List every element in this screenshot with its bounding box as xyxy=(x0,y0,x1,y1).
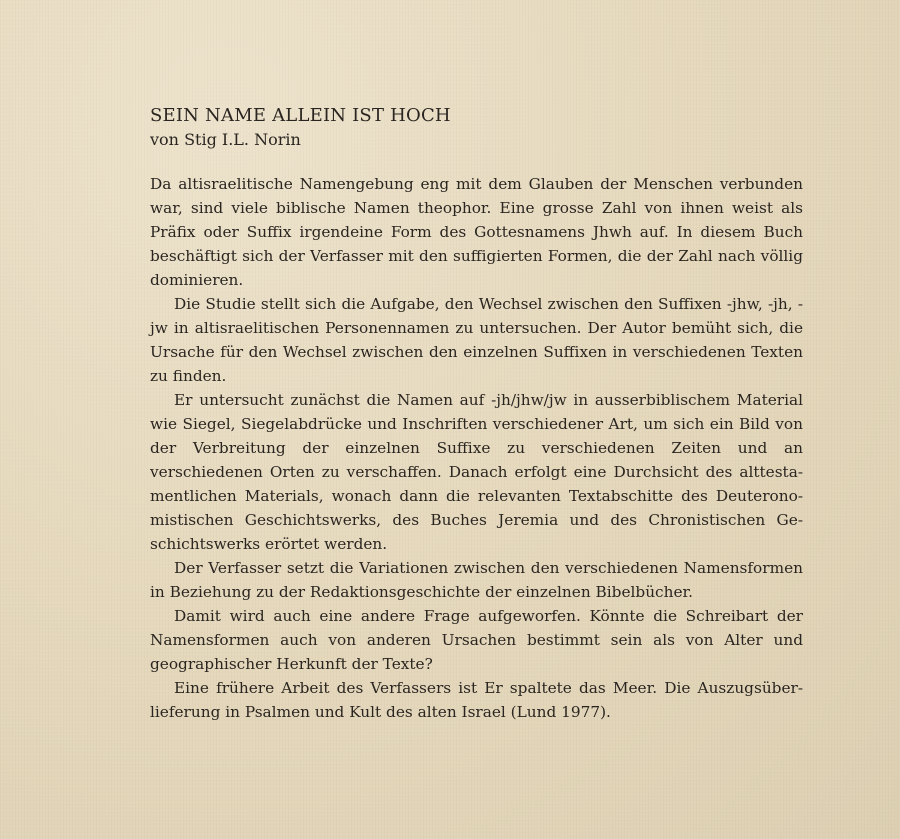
paragraph-4: Der Verfasser setzt die Variationen zwischen den verschiedenen Namensformen in Beziehung zu der Redaktionsgeschichte der einzelnen Bibelbücher. xyxy=(150,559,803,601)
paragraph-3: Er untersucht zunächst die Namen auf -jh/jhw/jw in ausserbiblischem Material wie Siegel, Siegelabdrücke und Inschriften verschiedener Art, um sich ein Bild von der Verbreitung der einzelnen Suffixe zu verschiedenen Zeiten und an verschiedenen Orten zu verschaffen. Danach erfolgt eine Durchsicht des alttestamentlichen Materials, wonach dann die relevanten Textabschitte des Deuteronomistischen Geschichtswerks, des Buches Jeremia und des Chronistischen Geschichtswerks erörtet werden. xyxy=(150,391,803,553)
paragraph-2: Die Studie stellt sich die Aufgabe, den Wechsel zwischen den Suffixen -jhw, -jh, -jw in altisraelitischen Personennamen zu untersuchen. Der Autor bemüht sich, die Ursache für den Wechsel zwischen den einzelnen Suffixen in verschiedenen Texten zu finden. xyxy=(150,295,803,385)
paragraph-1: Da altisraelitische Namengebung eng mit dem Glauben der Menschen verbunden war, sind viele biblische Namen theophor. Eine grosse Zahl von ihnen weist als Präfix oder Suffix irgendeine Form des Gottesnamens Jhwh auf. In diesem Buch beschäftigt sich der Verfasser mit den suffigierten Formen, die der Zahl nach völlig dominieren. xyxy=(150,175,803,289)
author-line: von Stig I.L. Norin xyxy=(150,130,301,149)
blurb-text-block xyxy=(150,104,803,724)
book-title: SEIN NAME ALLEIN IST HOCH xyxy=(150,105,451,126)
paragraph-6: Eine frühere Arbeit des Verfassers ist Er spaltete das Meer. Die Auszugsüberlieferung in Psalmen und Kult des alten Israel (Lund 1977). xyxy=(150,679,803,721)
paragraph-5: Damit wird auch eine andere Frage aufgeworfen. Könnte die Schreibart der Namensformen auch von anderen Ursachen bestimmt sein als von Alter und geographischer Herkunft der Texte? xyxy=(150,607,803,673)
